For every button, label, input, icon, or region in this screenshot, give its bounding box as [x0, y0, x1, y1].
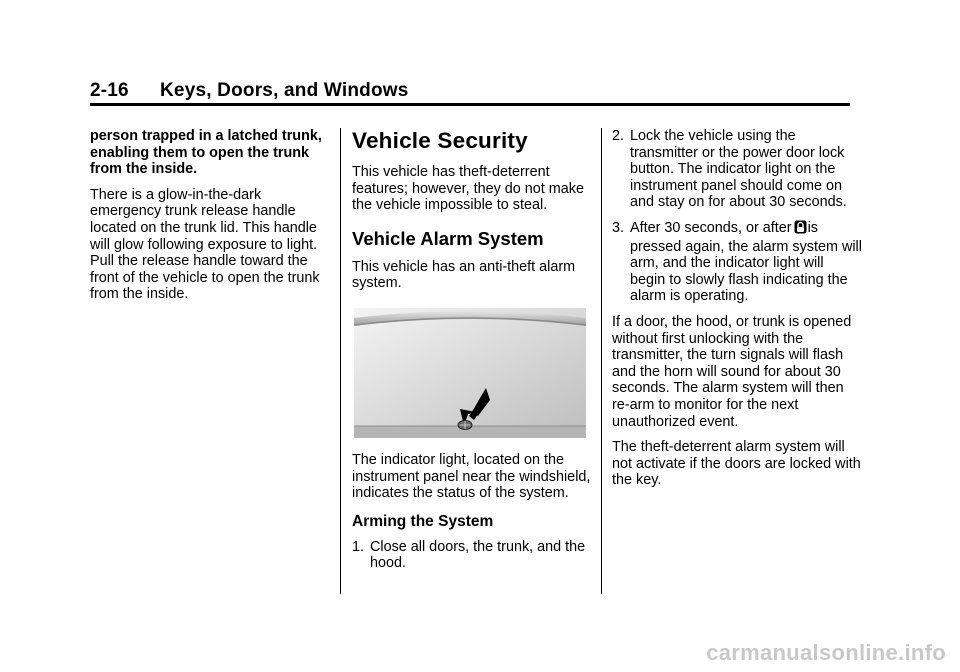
alarm-system-heading: Vehicle Alarm System: [352, 227, 544, 249]
continued-paragraph: person trapped in a latched trunk, enabling them to open the trunk from the inside.: [90, 128, 322, 178]
step-3-text-before: After 30 seconds, or after: [630, 219, 792, 236]
unlock-warning-paragraph: If a door, the hood, or trunk is opened without first unlocking with the transmitter, the turn signals will flash and the horn will sound for about 30 seconds. The alarm system will then re-arm to monitor for the next unauthorized event.: [612, 313, 852, 430]
figure-caption: The indicator light, located on the instrument panel near the windshield, indicates the status of the system.: [352, 451, 591, 502]
indicator-light-icon: [458, 420, 472, 429]
step-2-number: 2.: [612, 128, 625, 144]
step-2: [612, 128, 862, 211]
trunk-release-paragraph: There is a glow-in-the-dark emergency trunk release handle located on the trunk lid. This handle will glow following exposure to light. Pull the release handle toward the front of the vehicle to open the trunk from the inside.: [90, 186, 320, 303]
step-1: [352, 539, 592, 572]
step-1-text: Close all doors, the trunk, and the hood.: [370, 538, 586, 572]
dashboard-illustration: [354, 308, 586, 438]
alarm-intro: This vehicle has an anti-theft alarm system.: [352, 258, 576, 292]
column-2: [352, 128, 592, 581]
column-divider-left: [340, 128, 341, 594]
step-3-text-after: is pressed again, the alarm system will arm, and the indicator light will begin to slowly flash indicating the alarm is operating.: [630, 219, 862, 305]
step-2-text: Lock the vehicle using the transmitter or the power door lock button. The indicator light on the instrument panel should come on and stay on for about 30 seconds.: [630, 128, 847, 211]
indicator-light-figure: [354, 308, 586, 438]
vehicle-security-heading: Vehicle Security: [352, 128, 528, 153]
page-header: [90, 80, 409, 102]
watermark: carmanualsonline.info: [706, 640, 946, 665]
column-3: [612, 128, 862, 498]
step-3-number: 3.: [612, 219, 625, 236]
step-3: [612, 220, 862, 305]
step-3-text: [630, 220, 862, 305]
security-intro: This vehicle has theft-deterrent features; however, they do not make the vehicle impossible to steal.: [352, 164, 584, 214]
key-lock-paragraph: The theft-deterrent alarm system will not activate if the doors are locked with the key.: [612, 439, 861, 489]
page-number: 2-16: [90, 80, 129, 101]
step-1-number: 1.: [352, 538, 365, 555]
header-rule: [90, 103, 850, 106]
section-title: Keys, Doors, and Windows: [160, 80, 409, 101]
column-1: [90, 128, 330, 312]
lock-icon: [794, 220, 807, 239]
column-divider-right: [601, 128, 602, 594]
arming-heading: Arming the System: [352, 512, 494, 530]
